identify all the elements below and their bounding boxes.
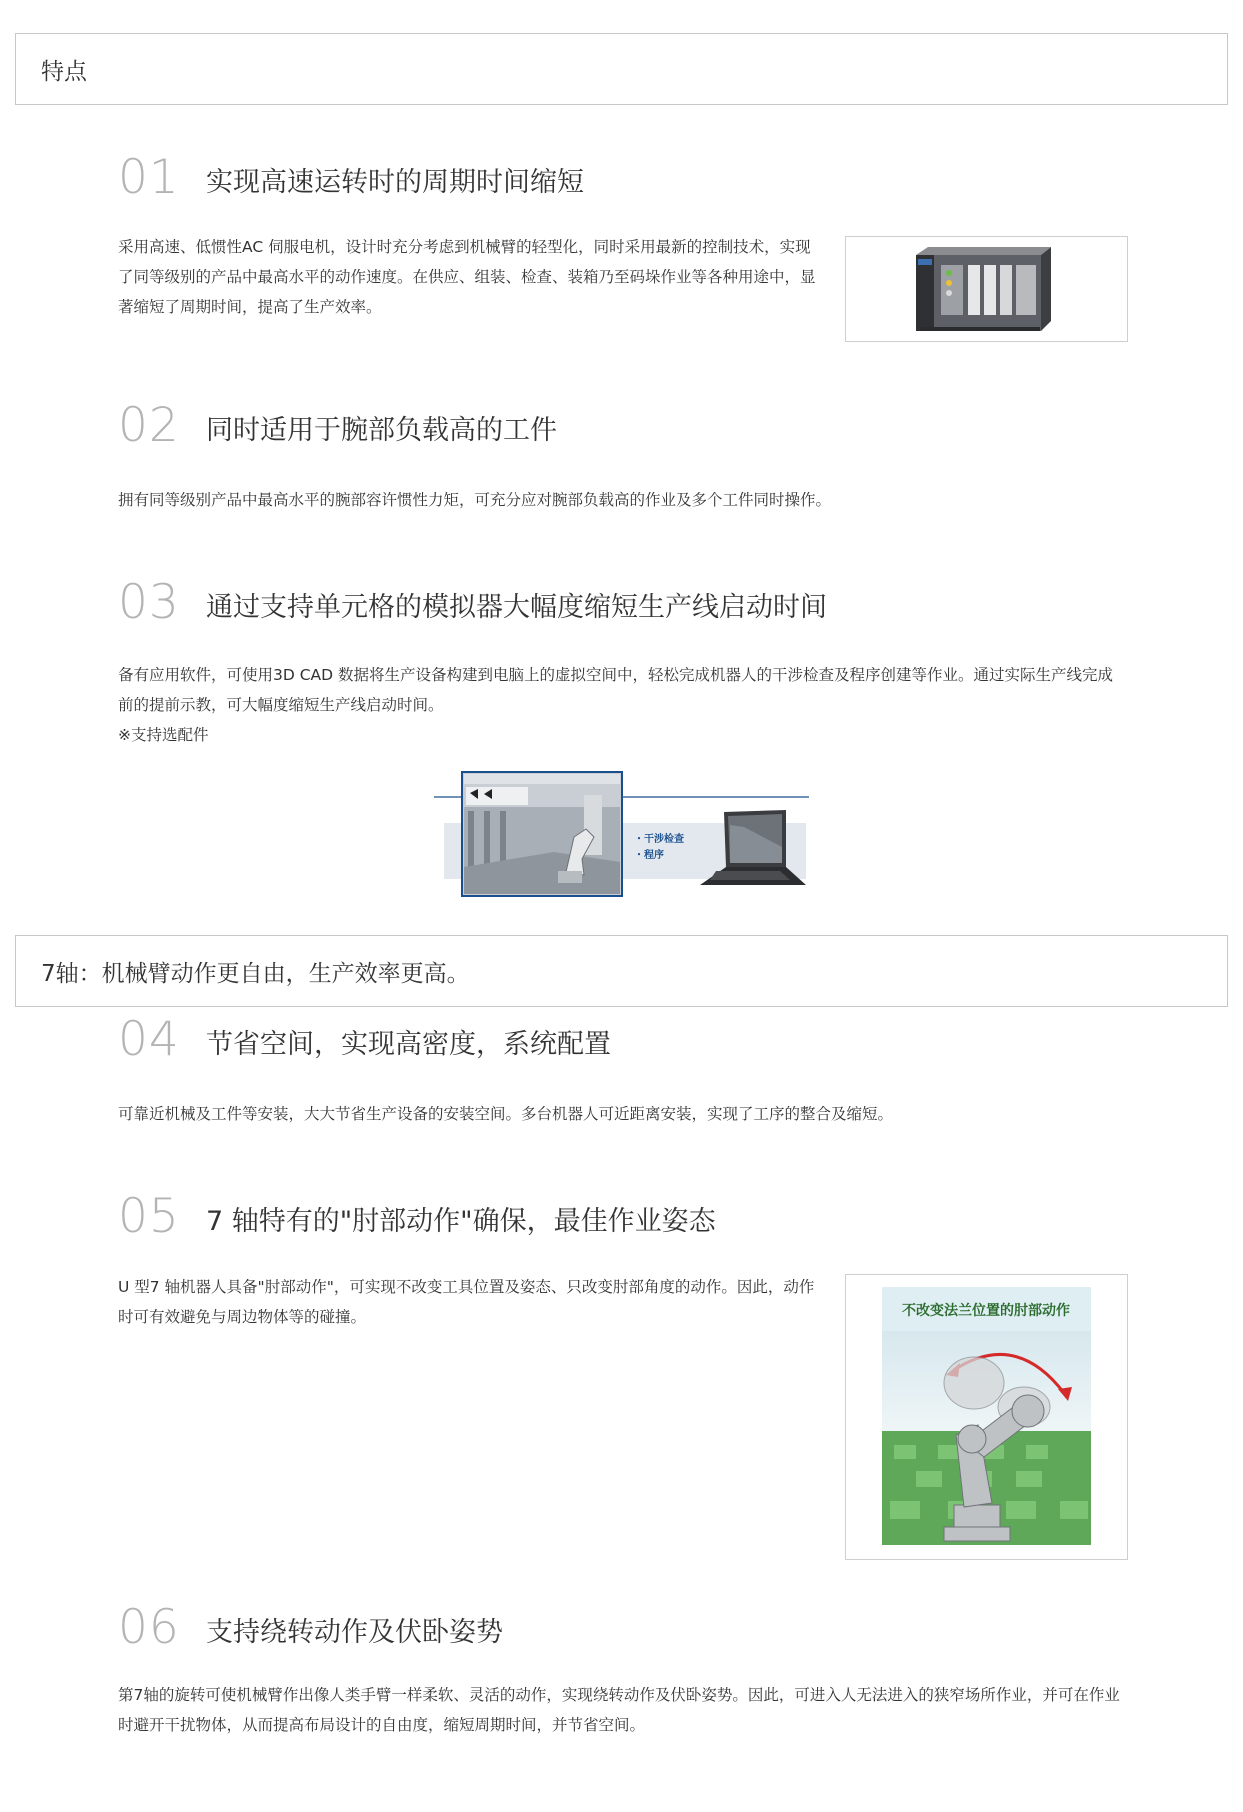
feature-description: 采用高速、低惯性AC 伺服电机，设计时充分考虑到机械臂的轻型化，同时采用最新的控制技术，实现了同等级别的产品中最高水平的动作速度。在供应、组装、检查、装箱乃至码垛作业等各种用途中，显著缩短了周期时间，提高了生产效率。	[118, 238, 816, 316]
feature-title: 7 轴特有的"肘部动作"确保，最佳作业姿态	[206, 1206, 716, 1237]
feature-head	[118, 575, 1128, 630]
feature-description: U 型7 轴机器人具备"肘部动作"，可实现不改变工具位置及姿态、只改变肘部角度的动作。因此，动作时可有效避免与周边物体等的碰撞。	[118, 1278, 815, 1326]
feature-06	[118, 1600, 1128, 1734]
feature-number: 05	[118, 1189, 180, 1244]
feature-number: 06	[118, 1600, 180, 1655]
feature-number: 01	[118, 150, 180, 205]
feature-description: 备有应用软件，可使用3D CAD 数据将生产设备构建到电脑上的虚拟空间中，轻松完成机器人的干涉检查及程序创建等作业。通过实际生产线完成前的提前示教，可大幅度缩短生产线启动时间。	[118, 666, 1114, 714]
section-title: 特点	[41, 58, 87, 85]
section-header-features	[15, 33, 1228, 105]
section-header-axis7	[15, 935, 1228, 1007]
feature-01	[118, 150, 1128, 316]
feature-02	[118, 398, 1128, 509]
section-title: 7轴：机械臂动作更自由，生产效率更高。	[41, 960, 470, 987]
feature-head	[118, 1012, 1128, 1067]
feature-description: 第7轴的旋转可使机械臂作出像人类手臂一样柔软、灵活的动作，实现绕转动作及伏卧姿势。因此，可进入人无法进入的狭窄场所作业，并可在作业时避开干扰物体，从而提高布局设计的自由度，缩短周期时间，并节省空间。	[118, 1686, 1120, 1734]
controller-image	[845, 236, 1128, 342]
feature-03	[118, 575, 1128, 744]
feature-number: 03	[118, 575, 180, 630]
feature-title: 通过支持单元格的模拟器大幅度缩短生产线启动时间	[206, 592, 827, 623]
elbow-figure-caption: 不改变法兰位置的肘部动作	[902, 1303, 1070, 1319]
feature-04	[118, 1012, 1128, 1123]
feature-head	[118, 1189, 1128, 1244]
feature-head	[118, 150, 1128, 205]
simulator-label-interference: ・干涉检查	[634, 834, 684, 845]
feature-number: 02	[118, 398, 180, 453]
feature-title: 节省空间，实现高密度，系统配置	[206, 1029, 611, 1060]
feature-title: 支持绕转动作及伏卧姿势	[206, 1617, 503, 1648]
simulator-label-program: ・程序	[634, 850, 664, 861]
feature-description: 可靠近机械及工件等安装，大大节省生产设备的安装空间。多台机器人可近距离安装，实现了工序的整合及缩短。	[118, 1105, 894, 1123]
feature-number: 04	[118, 1012, 180, 1067]
feature-description: 拥有同等级别产品中最高水平的腕部容许惯性力矩，可充分应对腕部负载高的作业及多个工件同时操作。	[118, 491, 832, 509]
feature-title: 实现高速运转时的周期时间缩短	[206, 167, 584, 198]
feature-head	[118, 1600, 1128, 1655]
feature-note: ※支持选配件	[118, 726, 209, 744]
feature-head	[118, 398, 1128, 453]
feature-title: 同时适用于腕部负载高的工件	[206, 415, 557, 446]
elbow-motion-figure	[845, 1274, 1128, 1560]
simulator-figure	[434, 767, 812, 899]
